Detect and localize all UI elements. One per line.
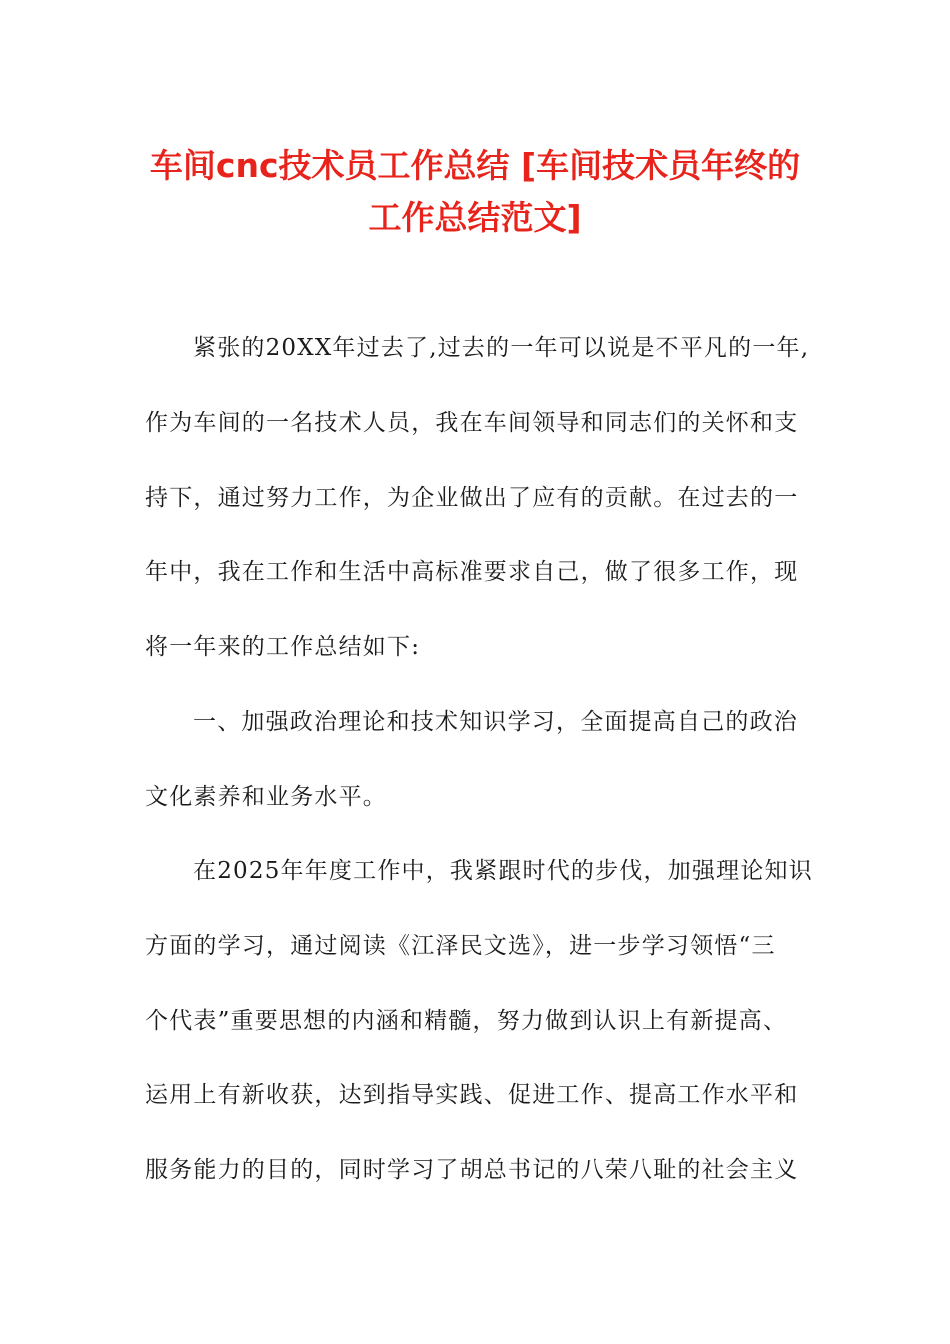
- title-line-1: 车间cnc技术员工作总结 [车间技术员年终的: [149, 146, 801, 185]
- document-title: [100, 140, 850, 244]
- section-heading-line-2: 文化素养和业务水平。: [145, 784, 387, 810]
- paragraph-2-line-4: 运用上有新收获，达到指导实践、促进工作、提高工作水平和: [145, 1082, 799, 1108]
- paragraph-1-line-2: 作为车间的一名技术人员，我在车间领导和同志们的关怀和支: [145, 410, 799, 436]
- paragraph-2-line-2: 方面的学习，通过阅读《江泽民文选》，进一步学习领悟“三: [145, 933, 776, 959]
- title-line-2: 工作总结范文]: [368, 198, 582, 237]
- paragraph-1-line-1: 紧张的20XX年过去了,过去的一年可以说是不平凡的一年,: [193, 335, 810, 361]
- paragraph-2-line-5: 服务能力的目的，同时学习了胡总书记的八荣八耻的社会主义: [145, 1157, 799, 1183]
- section-heading-line-1: 一、加强政治理论和技术知识学习，全面提高自己的政治: [193, 709, 798, 735]
- paragraph-1-line-5: 将一年来的工作总结如下:: [145, 634, 421, 660]
- paragraph-2-line-1: 在2025年年度工作中，我紧跟时代的步伐，加强理论知识: [193, 858, 813, 884]
- paragraph-1-line-3: 持下，通过努力工作，为企业做出了应有的贡献。在过去的一: [145, 485, 799, 511]
- paragraph-1-line-4: 年中，我在工作和生活中高标准要求自己，做了很多工作，现: [145, 559, 799, 585]
- paragraph-2-line-3: 个代表”重要思想的内涵和精髓，努力做到认识上有新提高、: [145, 1008, 788, 1034]
